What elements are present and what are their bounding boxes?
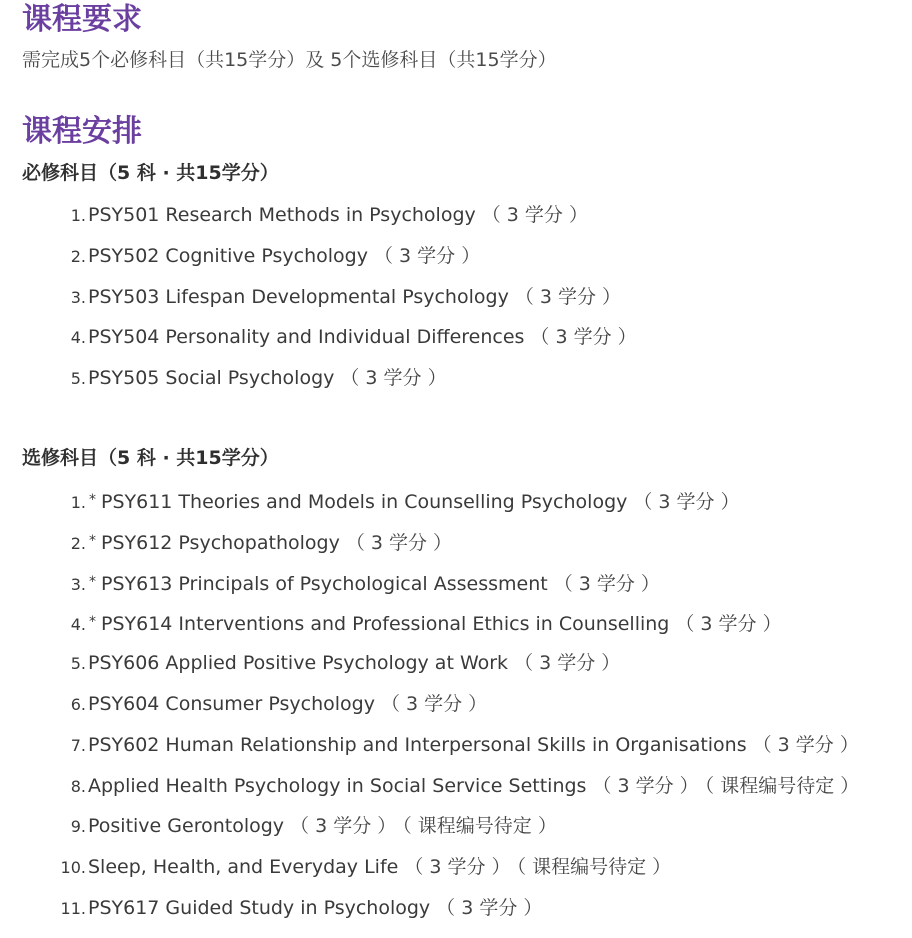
course-credit: （ 3 学分 ） (374, 244, 481, 267)
course-title: PSY612 Psychopathology (101, 531, 340, 554)
course-item (0, 527, 900, 568)
course-item (0, 486, 900, 527)
course-title: Positive Gerontology (88, 815, 285, 838)
course-number: 5. (70, 654, 86, 674)
course-credit: （ 3 学分 ） (514, 652, 621, 675)
course-item (0, 608, 900, 649)
course-title: PSY602 Human Relationship and Interpersonal Skills in Organisations (88, 733, 747, 756)
course-credit: （ 3 学分 ） (290, 815, 397, 838)
course-credit: （ 3 学分 ） (481, 204, 588, 226)
course-title: PSY504 Personality and Individual Differences (88, 326, 525, 349)
course-item (0, 772, 900, 813)
requirements-heading: 课程要求 (22, 2, 142, 37)
course-credit: （ 3 学分 ） (530, 326, 637, 349)
course-number: 6. (70, 694, 86, 714)
course-credit: （ 3 学分 ） (592, 774, 699, 797)
course-item (0, 649, 900, 690)
course-credit: （ 3 学分 ） (404, 856, 511, 879)
core-elective-marker: * (89, 492, 96, 508)
course-item (0, 283, 900, 324)
course-title: PSY604 Consumer Psychology (88, 692, 375, 715)
core-elective-marker: * (89, 614, 96, 631)
course-code-note: （ 课程编号待定 ） (704, 774, 860, 797)
course-credit: （ 3 学分 ） (436, 896, 543, 919)
course-item (0, 201, 900, 242)
course-credit: （ 3 学分 ） (675, 613, 782, 636)
course-credit: （ 3 学分 ） (633, 491, 740, 513)
course-credit: （ 3 学分 ） (514, 285, 622, 308)
course-title: Applied Health Psychology in Social Service Settings (88, 774, 587, 797)
course-title: PSY617 Guided Study in Psychology (88, 896, 431, 919)
course-title: Sleep, Health, and Everyday Life (88, 856, 399, 879)
course-number: 5. (70, 369, 86, 389)
course-number: 4. (70, 615, 86, 635)
requirements-text: 需完成5个必修科目（共15学分）及 5个选修科目（共15学分） (22, 49, 557, 71)
elective-courses-title: 选修科目（5 科 · 共15学分） (22, 447, 279, 469)
course-number: 2. (70, 246, 86, 266)
course-credit: （ 3 学分 ） (340, 367, 447, 390)
course-number: 4. (70, 328, 86, 348)
course-number: 7. (70, 735, 86, 755)
course-item (0, 731, 900, 772)
course-item (0, 364, 900, 405)
course-title: PSY505 Social Psychology (88, 367, 335, 390)
course-title: PSY613 Principals of Psychological Assessment (101, 572, 548, 595)
course-number: 2. (70, 533, 86, 553)
required-courses-title: 必修科目（5 科 · 共15学分） (22, 162, 279, 184)
course-item (0, 323, 900, 364)
course-item (0, 690, 900, 731)
course-item (0, 242, 900, 283)
course-item (0, 894, 900, 935)
course-credit: （ 3 学分 ） (752, 733, 859, 756)
course-title: PSY502 Cognitive Psychology (88, 244, 368, 267)
course-credit: （ 3 学分 ） (553, 572, 660, 595)
course-credit: （ 3 学分 ） (380, 692, 488, 715)
course-number: 11. (60, 898, 86, 918)
course-title: PSY611 Theories and Models in Counselling Psychology (101, 491, 628, 513)
course-number: 3. (70, 574, 86, 594)
core-elective-marker: * (89, 573, 96, 590)
course-number: 1. (70, 206, 86, 225)
course-title: PSY614 Interventions and Professional Ethics in Counselling (101, 613, 670, 636)
course-number: 1. (70, 493, 86, 512)
course-item (0, 853, 900, 894)
course-number: 8. (70, 776, 86, 796)
course-number: 3. (70, 287, 86, 307)
course-number: 9. (70, 817, 86, 837)
course-title: PSY503 Lifespan Developmental Psychology (88, 285, 509, 308)
course-number: 10. (60, 858, 86, 878)
course-item (0, 568, 900, 609)
course-code-note: （ 课程编号待定 ） (516, 856, 672, 879)
course-title: PSY606 Applied Positive Psychology at Work (88, 652, 509, 675)
elective-course-list (0, 486, 900, 935)
core-elective-marker: * (89, 532, 96, 549)
arrangement-heading: 课程安排 (22, 114, 142, 149)
required-course-list (0, 201, 900, 405)
course-item (0, 812, 900, 853)
course-credit: （ 3 学分 ） (345, 531, 453, 554)
course-title: PSY501 Research Methods in Psychology (88, 204, 476, 226)
course-code-note: （ 课程编号待定 ） (402, 815, 557, 838)
